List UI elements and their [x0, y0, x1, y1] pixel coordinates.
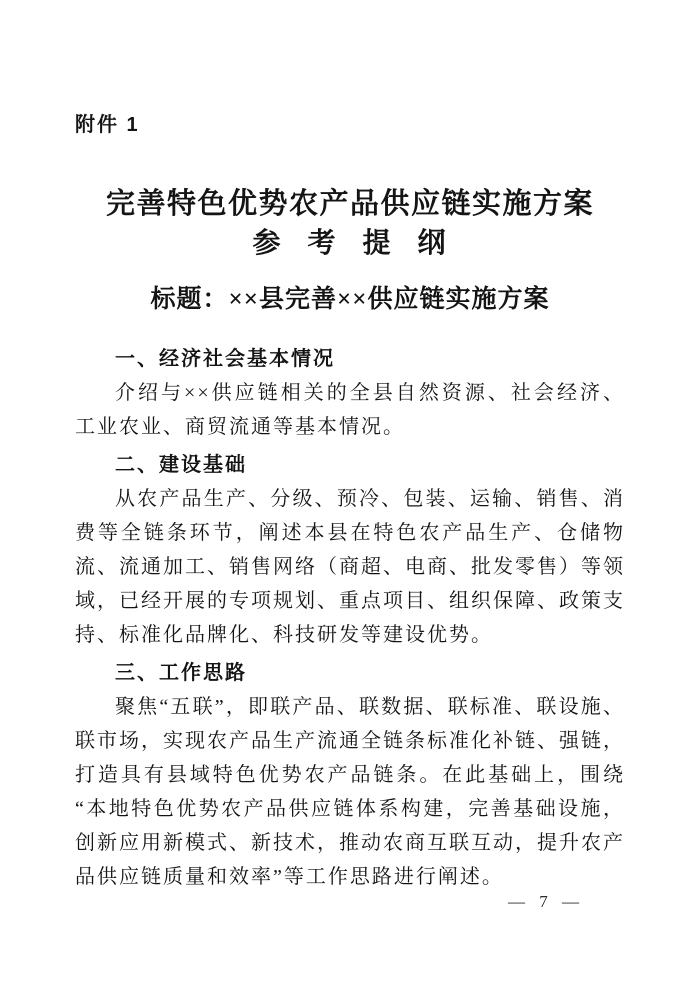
section-paragraph: 聚焦“五联”，即联产品、联数据、联标准、联设施、联市场，实现农产品生产流通全链条标准化补链、强链，打造具有县域特色优势农产品链条。在此基础上，围绕“本地特色优势农产品供应链体系构建，完善基础设施，创新应用新模式、新技术，推动农商互联互动，提升农产品供应链质量和效率”等工作思路进行阐述。	[75, 696, 625, 888]
page-number: — 7 —	[508, 892, 580, 911]
section-paragraph: 介绍与××供应链相关的全县自然资源、社会经济、工业农业、商贸流通等基本情况。	[75, 382, 625, 438]
document-subtitle: 标题：××县完善××供应链实施方案	[150, 286, 550, 313]
attachment-label: 附件 1	[75, 114, 140, 136]
section-paragraph: 从农产品生产、分级、预冷、包装、运输、销售、消费等全链条环节，阐述本县在特色农产品生产、仓储物流、流通加工、销售网络（商超、电商、批发零售）等领域，已经开展的专项规划、重点项目、组织保障、政策支持、标准化品牌化、科技研发等建设优势。	[75, 488, 625, 646]
section-economic-social-basics	[75, 342, 625, 444]
section-heading: 三、工作思路	[115, 662, 247, 684]
document-title-line1: 完善特色优势农产品供应链实施方案	[105, 188, 594, 220]
document-title-line2: 参 考 提 纲	[252, 228, 448, 259]
section-heading: 二、建设基础	[115, 454, 247, 476]
section-heading: 一、经济社会基本情况	[115, 348, 335, 370]
section-work-approach	[75, 656, 625, 894]
document-content	[75, 112, 625, 894]
section-construction-foundation	[75, 448, 625, 652]
